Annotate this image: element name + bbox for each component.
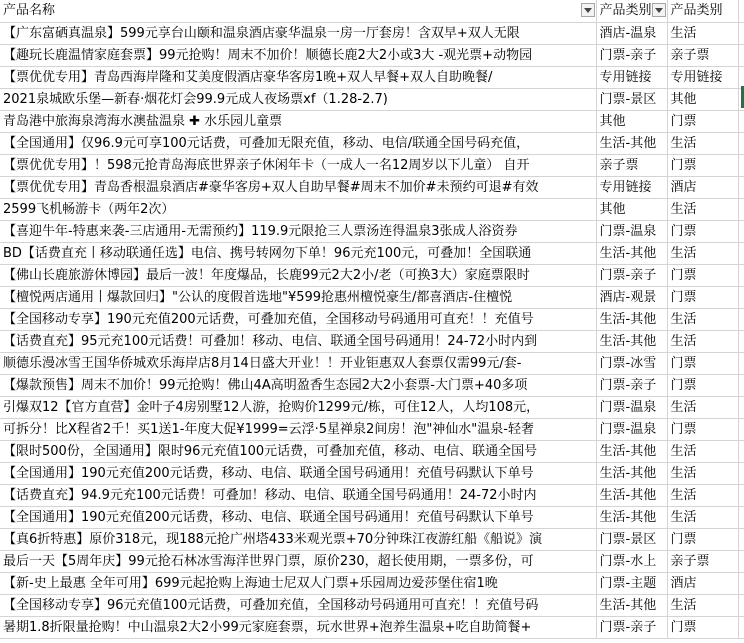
table-row — [0, 529, 744, 551]
table-row — [0, 419, 744, 441]
table-row — [0, 397, 744, 419]
cell-category[interactable]: 门票-温泉 — [596, 397, 667, 419]
cell-category-2[interactable]: 生活 — [667, 463, 738, 485]
cell-category[interactable]: 门票-景区 — [596, 529, 667, 551]
edge-cell[interactable] — [738, 419, 744, 441]
cell-product-name[interactable]: 【票优优专用】青岛香根温泉酒店#豪华客房+双人自助早餐#周末不加价#未预约可退#有效 — [0, 177, 596, 199]
cell-category[interactable]: 生活-其他 — [596, 485, 667, 507]
cell-category[interactable]: 专用链接 — [596, 67, 667, 89]
cell-category[interactable]: 门票-亲子 — [596, 265, 667, 287]
cell-category-2[interactable]: 其他 — [667, 89, 738, 111]
header-label: 产品类别 — [599, 3, 652, 18]
cell-category-2[interactable]: 亲子票 — [667, 551, 738, 573]
edge-cell[interactable] — [738, 111, 744, 133]
edge-cell[interactable] — [738, 177, 744, 199]
header-cell-category[interactable] — [596, 0, 667, 23]
table-row — [0, 111, 744, 133]
cell-category[interactable]: 生活-其他 — [596, 595, 667, 617]
cell-category[interactable]: 生活-其他 — [596, 463, 667, 485]
table-row — [0, 485, 744, 507]
table-row — [0, 133, 744, 155]
header-label: 产品类别 — [670, 3, 723, 18]
cell-category-2[interactable]: 门票 — [667, 353, 738, 375]
table-row — [0, 375, 744, 397]
cell-category-2[interactable]: 酒店 — [667, 177, 738, 199]
table-row — [0, 67, 744, 89]
cell-product-name[interactable]: 【票优优专用】！598元抢青岛海底世界亲子休闲年卡（一成人一名12周岁以下儿童） 自开 — [0, 155, 596, 177]
cell-category-2[interactable]: 生活 — [667, 441, 738, 463]
cell-product-name[interactable]: 【新-史上最惠 全年可用】699元起抢购上海迪士尼双人门票+乐园周边爱莎堡住宿1晚 — [0, 573, 596, 595]
edge-cell[interactable] — [738, 551, 744, 573]
cell-category-2[interactable]: 生活 — [667, 133, 738, 155]
table-row — [0, 595, 744, 617]
cell-product-name[interactable]: 【全国移动专享】190元充值200元话费，可叠加充值，全国移动号码通用可直充！！充值号 — [0, 309, 596, 331]
cell-category[interactable]: 生活-其他 — [596, 309, 667, 331]
edge-cell[interactable] — [738, 243, 744, 265]
cell-category-2[interactable]: 生活 — [667, 397, 738, 419]
table-row — [0, 265, 744, 287]
cell-product-name[interactable]: 2021泉城欧乐堡—新春·烟花灯会99.9元成人夜场票xf（1.28-2.7) — [0, 89, 596, 111]
cell-product-name[interactable]: 【广东富硒真温泉】599元享台山颐和温泉酒店豪华温泉一房一厅套房！含双早+双人无限 — [0, 23, 596, 45]
cell-category-2[interactable]: 生活 — [667, 331, 738, 353]
edge-cell[interactable] — [738, 617, 744, 639]
table-row — [0, 309, 744, 331]
cell-category-2[interactable]: 门票 — [667, 419, 738, 441]
table-row — [0, 221, 744, 243]
cell-category[interactable]: 门票-景区 — [596, 89, 667, 111]
cell-category-2[interactable]: 生活 — [667, 485, 738, 507]
cell-category[interactable]: 酒店-观景 — [596, 287, 667, 309]
cell-category[interactable]: 生活-其他 — [596, 507, 667, 529]
cell-category-2[interactable]: 门票 — [667, 265, 738, 287]
cell-category-2[interactable]: 门票 — [667, 287, 738, 309]
edge-cell[interactable] — [738, 397, 744, 419]
header-cell-category-2[interactable] — [667, 0, 738, 23]
edge-cell[interactable] — [738, 45, 744, 67]
cell-category[interactable]: 生活-其他 — [596, 441, 667, 463]
cell-category-2[interactable]: 门票 — [667, 221, 738, 243]
cell-category[interactable]: 门票-温泉 — [596, 419, 667, 441]
table-row — [0, 243, 744, 265]
cell-category[interactable]: 门票-温泉 — [596, 221, 667, 243]
cell-category-2[interactable]: 亲子票 — [667, 45, 738, 67]
cell-product-name[interactable]: 青岛港中旅海泉湾海水澳盐温泉 ✚ 水乐园儿童票 — [0, 111, 596, 133]
table-row — [0, 155, 744, 177]
table-row — [0, 177, 744, 199]
table-row — [0, 463, 744, 485]
table-row — [0, 353, 744, 375]
cell-product-name[interactable]: 可拆分！比X程省2千！买1送1-年度大促¥1999=云浮·5星禅泉2间房！泡"神仙水"温泉-轻奢 — [0, 419, 596, 441]
cell-category-2[interactable]: 门票 — [667, 111, 738, 133]
cell-category[interactable]: 专用链接 — [596, 177, 667, 199]
cell-category-2[interactable]: 门票 — [667, 155, 738, 177]
cell-product-name[interactable]: 【喜迎牛年-特惠来袭-三店通用-无需预约】119.9元限抢三人票汤连得温泉3张成人浴资券 — [0, 221, 596, 243]
cell-category[interactable]: 生活-其他 — [596, 133, 667, 155]
edge-cell[interactable] — [738, 0, 744, 23]
cell-product-name[interactable]: 引爆双12【官方直营】金叶子4房别墅12人游，抢购价1299元/栋，可住12人，人均108元， — [0, 397, 596, 419]
edge-cell[interactable] — [738, 529, 744, 551]
table-row — [0, 617, 744, 639]
edge-cell[interactable] — [738, 595, 744, 617]
cell-product-name[interactable]: 【票优优专用】青岛西海岸隆和艾美度假酒店豪华客房1晚+双人早餐+双人自助晚餐/ — [0, 67, 596, 89]
cell-category-2[interactable]: 门票 — [667, 375, 738, 397]
cell-category[interactable]: 门票-亲子 — [596, 45, 667, 67]
edge-cell[interactable] — [738, 375, 744, 397]
cell-product-name[interactable]: 2599飞机畅游卡（两年2次） — [0, 199, 596, 221]
cell-category-2[interactable]: 门票 — [667, 529, 738, 551]
cell-category-2[interactable]: 生活 — [667, 23, 738, 45]
cell-category[interactable]: 其他 — [596, 199, 667, 221]
table-row — [0, 573, 744, 595]
edge-cell[interactable] — [738, 155, 744, 177]
cell-product-name[interactable]: 【佛山长鹿旅游休博园】最后一波！年度爆品，长鹿99元2大2小/老（可换3大）家庭票限时 — [0, 265, 596, 287]
edge-cell[interactable] — [738, 331, 744, 353]
cell-product-name[interactable]: 【全国通用】仅96.9元可享100元话费，可叠加无限充值，移动、电信/联通全国号码充值， — [0, 133, 596, 155]
table-row — [0, 23, 744, 45]
cell-product-name[interactable]: 顺德乐漫冰雪王国华侨城欢乐海岸店8月14日盛大开业！！开业钜惠双人套票仅需99元/套- — [0, 353, 596, 375]
cell-product-name[interactable]: 暑期1.8折限量抢购！中山温泉2大2小99元家庭套票，玩水世界+泡养生温泉+吃自助简餐+ — [0, 617, 596, 639]
cell-category[interactable]: 酒店-温泉 — [596, 23, 667, 45]
cell-product-name[interactable]: 【限时500份，全国通用】限时96元充值100元话费，可叠加充值，移动、电信、联通全国号 — [0, 441, 596, 463]
edge-cell[interactable] — [738, 353, 744, 375]
cell-product-name[interactable]: 最后一天【5周年庆】99元抢石林冰雪海洋世界门票，原价230，超长使用期，一票多份，可 — [0, 551, 596, 573]
cell-category-2[interactable]: 生活 — [667, 199, 738, 221]
cell-category-2[interactable]: 生活 — [667, 309, 738, 331]
edge-cell[interactable] — [738, 463, 744, 485]
cell-product-name[interactable]: 【全国通用】190元充值200元话费，移动、电信、联通全国号码通用！充值号码默认下单号 — [0, 463, 596, 485]
header-row — [0, 0, 744, 23]
header-cell-product-name[interactable] — [0, 0, 596, 23]
edge-cell[interactable] — [738, 265, 744, 287]
cell-product-name[interactable]: 【真6折特惠】原价318元，现188元抢广州塔433米观光票+70分钟珠江夜游红船《船说》演 — [0, 529, 596, 551]
cell-category-2[interactable]: 生活 — [667, 595, 738, 617]
edge-cell[interactable] — [738, 221, 744, 243]
cell-category[interactable]: 门票-亲子 — [596, 617, 667, 639]
cell-product-name[interactable]: 【话费直充】95元充100元话费！可叠加！移动、电信、联通全国号码通用！24-72小时内到 — [0, 331, 596, 353]
edge-cell[interactable] — [738, 507, 744, 529]
header-label: 产品名称 — [3, 3, 56, 18]
table-row — [0, 551, 744, 573]
table-row — [0, 199, 744, 221]
table-row — [0, 331, 744, 353]
cell-category-2[interactable]: 生活 — [667, 243, 738, 265]
table-row — [0, 45, 744, 67]
table-row — [0, 507, 744, 529]
edge-cell[interactable] — [738, 23, 744, 45]
filter-dropdown-icon[interactable] — [581, 3, 595, 17]
cell-product-name[interactable]: 【话费直充】94.9元充100元话费！可叠加！移动、电信、联通全国号码通用！24-72小时内 — [0, 485, 596, 507]
cell-category-2[interactable]: 门票 — [667, 617, 738, 639]
edge-cell[interactable] — [738, 573, 744, 595]
edge-cell[interactable] — [738, 309, 744, 331]
edge-cell[interactable] — [738, 287, 744, 309]
cell-category-2[interactable]: 生活 — [667, 507, 738, 529]
cell-category[interactable]: 亲子票 — [596, 155, 667, 177]
filter-dropdown-icon[interactable] — [652, 3, 666, 17]
cell-product-name[interactable]: BD【话费直充丨移动联通任选】电信、携号转网勿下单！96元充100元，可叠加！全国联通 — [0, 243, 596, 265]
cell-category[interactable]: 生活-其他 — [596, 331, 667, 353]
cell-category[interactable]: 生活-其他 — [596, 243, 667, 265]
edge-cell[interactable] — [738, 441, 744, 463]
cell-category[interactable]: 其他 — [596, 111, 667, 133]
cell-category[interactable]: 门票-主题 — [596, 573, 667, 595]
table-row — [0, 89, 744, 111]
edge-cell[interactable] — [738, 485, 744, 507]
cell-product-name[interactable]: 【爆款预售】周末不加价！99元抢购！佛山4A高明盈香生态园2大2小套票-大门票+40多项 — [0, 375, 596, 397]
cell-product-name[interactable]: 【趣玩长鹿温情家庭套票】99元抢购！周末不加价！顺德长鹿2大2小或3大 -观光票+动物园 — [0, 45, 596, 67]
cell-category-2[interactable]: 酒店 — [667, 573, 738, 595]
table-row — [0, 441, 744, 463]
cell-product-name[interactable]: 【全国通用】190元充值200元话费，移动、电信、联通全国号码通用！充值号码默认下单号 — [0, 507, 596, 529]
table-row — [0, 287, 744, 309]
cell-product-name[interactable]: 【全国移动专享】96元充值100元话费，可叠加充值，全国移动号码通用可直充！！充值号码 — [0, 595, 596, 617]
cell-category-2[interactable]: 专用链接 — [667, 67, 738, 89]
edge-cell[interactable] — [738, 133, 744, 155]
edge-cell[interactable] — [738, 199, 744, 221]
cell-category[interactable]: 门票-水上 — [596, 551, 667, 573]
cell-product-name[interactable]: 【檀悦两店通用丨爆款回归】"公认的度假首选地"¥599抢惠州檀悦豪生/都喜酒店-住檀悦 — [0, 287, 596, 309]
cell-category[interactable]: 门票-冰雪 — [596, 353, 667, 375]
cell-category[interactable]: 门票-亲子 — [596, 375, 667, 397]
